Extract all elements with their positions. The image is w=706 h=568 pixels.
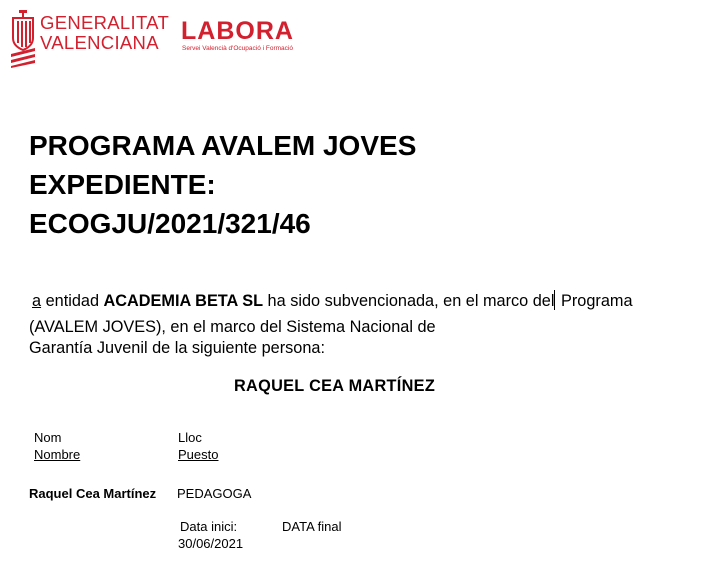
col-name-header [34, 429, 80, 463]
document-title [29, 126, 416, 243]
generalitat-line2: VALENCIANA [40, 32, 159, 53]
col-name-header-ca: Nom [34, 430, 62, 445]
generalitat-line1: GENERALITAT [40, 12, 170, 33]
title-expediente-number: ECOGJU/2021/321/46 [29, 208, 311, 239]
paragraph-text-b: ha sido subvencionada, en el marco del [263, 292, 555, 310]
body-paragraph-line3[interactable]: Garantía Juvenil de la siguiente persona: [29, 339, 325, 357]
col-position-header [178, 429, 218, 463]
row-person-name: Raquel Cea Martínez [29, 486, 157, 501]
body-paragraph-line2[interactable]: (AVALEM JOVES), en el marco del Sistema Nacional de [29, 318, 436, 336]
entity-name: ACADEMIA BETA SL [103, 292, 264, 310]
start-date-value: 30/06/2021 [178, 536, 244, 551]
end-date-label: DATA final [282, 519, 342, 534]
labora-logo: LABORA [181, 17, 294, 45]
row-position: PEDAGOGA [177, 486, 252, 501]
col-position-header-ca: Lloc [178, 430, 202, 445]
title-program: PROGRAMA AVALEM JOVES [29, 130, 417, 161]
person-name-heading: RAQUEL CEA MARTÍNEZ [234, 377, 436, 395]
generalitat-logo-text [40, 13, 169, 53]
paragraph-first-letter: a [32, 292, 42, 310]
labora-subtitle: Servei Valencià d'Ocupació i Formació [182, 45, 293, 52]
col-position-header-es: Puesto [178, 447, 219, 462]
body-paragraph-line1[interactable] [29, 290, 633, 312]
title-expediente-label: EXPEDIENTE: [29, 169, 216, 200]
paragraph-text-a: entidad [41, 292, 104, 310]
start-date-label: Data inici: [180, 519, 238, 534]
generalitat-emblem-icon [10, 10, 36, 68]
paragraph-text-c: Programa [556, 292, 633, 310]
col-name-header-es: Nombre [34, 447, 81, 462]
